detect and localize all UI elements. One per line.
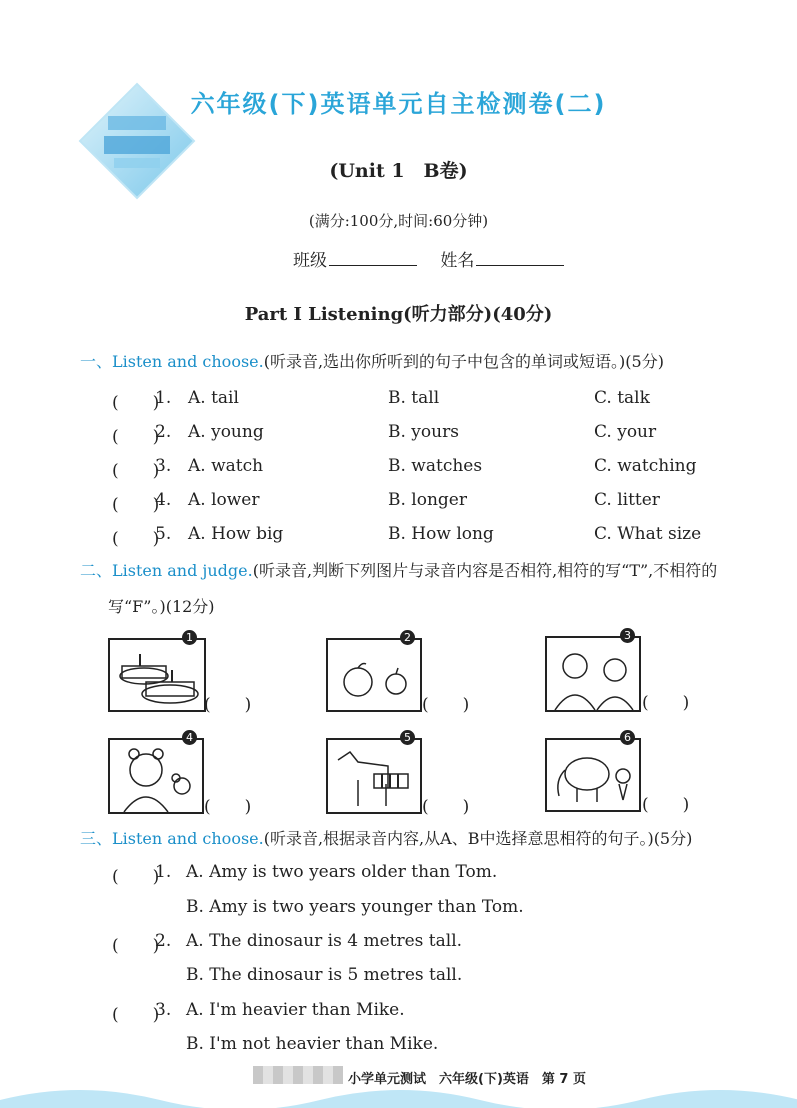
two-men-icon [547, 638, 639, 710]
picture-3 [545, 636, 641, 712]
class-name-line [293, 246, 582, 271]
option-a: A. The dinosaur is 4 metres tall. [186, 931, 463, 951]
answer-paren[interactable]: ( ) [112, 393, 160, 413]
answer-paren[interactable]: ( ) [204, 797, 252, 817]
answer-paren[interactable]: ( ) [112, 461, 160, 481]
section1-heading: 一、Listen and choose.(听录音,选出你所听到的句子中包含的单词或短语。)(5分) [80, 352, 664, 371]
answer-paren[interactable]: ( ) [112, 495, 160, 515]
answer-paren[interactable]: ( ) [112, 427, 160, 447]
answer-paren[interactable]: ( ) [422, 695, 470, 715]
picture-1 [108, 638, 206, 712]
page-title: 六年级(下)英语单元自主检测卷(二) [190, 90, 607, 118]
answer-paren[interactable]: ( ) [422, 797, 470, 817]
horse-and-zebra-icon [328, 740, 420, 812]
picture-4 [108, 738, 204, 814]
class-blank[interactable] [329, 251, 417, 266]
option-b: B. The dinosaur is 5 metres tall. [186, 965, 463, 985]
badge: 5 [400, 730, 415, 745]
blurred-publisher [253, 1066, 343, 1084]
badge: 3 [620, 628, 635, 643]
birthday-cakes-icon [110, 640, 204, 710]
bear-and-mouse-icon [110, 740, 202, 812]
answer-paren[interactable]: ( ) [642, 693, 690, 713]
footer-text: 小学单元测试 六年级(下)英语 第 7 页 [348, 1072, 586, 1087]
option-a: A. Amy is two years older than Tom. [186, 862, 498, 882]
section2-heading: 二、Listen and judge.(听录音,判断下列图片与录音内容是否相符,相符的写“T”,不相符的 [80, 561, 718, 580]
elephant-and-monkey-icon [547, 740, 639, 810]
option-b: B. I'm not heavier than Mike. [186, 1034, 439, 1054]
fruits-icon [328, 640, 420, 710]
answer-paren[interactable]: ( ) [112, 936, 160, 956]
name-label: 姓名 [440, 251, 475, 271]
option-a: A. I'm heavier than Mike. [186, 1000, 405, 1020]
answer-paren[interactable]: ( ) [112, 529, 160, 549]
score-time-info: (满分:100分,时间:60分钟) [308, 212, 489, 230]
answer-paren[interactable]: ( ) [112, 1005, 160, 1025]
picture-5 [326, 738, 422, 814]
badge: 1 [182, 630, 197, 645]
option-b: B. Amy is two years younger than Tom. [186, 897, 524, 917]
answer-paren[interactable]: ( ) [112, 867, 160, 887]
class-label: 班级 [293, 251, 327, 271]
badge: 2 [400, 630, 415, 645]
picture-6 [545, 738, 641, 812]
badge: 6 [620, 730, 635, 745]
subtitle: (Unit 1 B卷) [329, 160, 468, 182]
picture-2 [326, 638, 422, 712]
section2-heading-cont: 写“F”。)(12分) [108, 597, 215, 616]
answer-paren[interactable]: ( ) [204, 695, 252, 715]
badge: 4 [182, 730, 197, 745]
part-heading: Part Ⅰ Listening(听力部分)(40分) [244, 304, 553, 325]
name-blank[interactable] [476, 251, 564, 266]
answer-paren[interactable]: ( ) [642, 795, 690, 815]
section3-heading: 三、Listen and choose.(听录音,根据录音内容,从A、B中选择意思相符的句子。)(5分) [80, 829, 693, 848]
